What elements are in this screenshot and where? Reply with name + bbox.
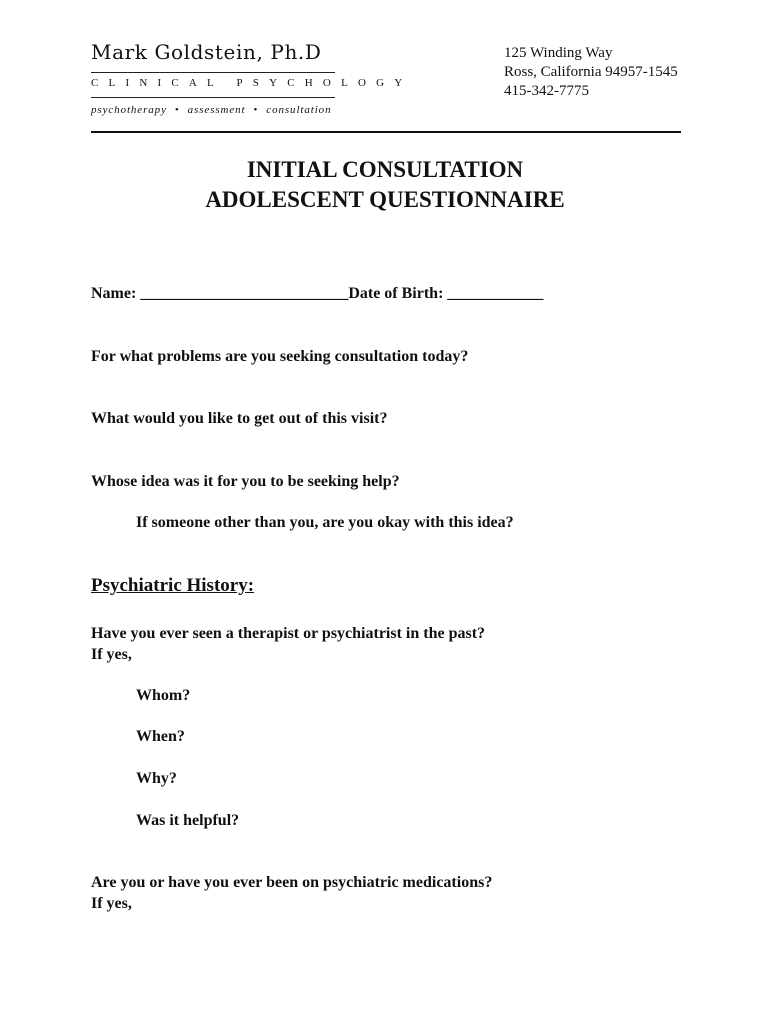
bullet-icon: • (253, 104, 259, 116)
question-whom: Whom? (136, 687, 191, 704)
service-consultation: consultation (266, 104, 332, 116)
practitioner-name: Mark Goldstein, Ph.D (91, 40, 322, 64)
title-line-2: ADOLESCENT QUESTIONNAIRE (205, 187, 565, 212)
practice-subtitle: CLINICAL PSYCHOLOGY (91, 77, 413, 89)
address-block (504, 44, 678, 101)
services-line (91, 103, 336, 117)
question-visit-goal: What would you like to get out of this visit? (91, 410, 388, 427)
question-whose-idea: Whose idea was it for you to be seeking help? (91, 473, 400, 490)
address-street: 125 Winding Way (504, 45, 613, 61)
section-heading-psychiatric-history: Psychiatric History: (91, 575, 255, 596)
letterhead-divider (91, 72, 335, 73)
header-divider (91, 131, 681, 133)
question-okay-with-idea: If someone other than you, are you okay with this idea? (136, 514, 514, 531)
name-dob-field[interactable]: Name: __________________________Date of Birth: ____________ (91, 285, 544, 302)
service-assessment: assessment (187, 104, 246, 116)
question-why: Why? (136, 770, 177, 787)
question-when: When? (136, 728, 185, 745)
page-title (0, 155, 770, 215)
title-line-1: INITIAL CONSULTATION (246, 157, 524, 182)
if-yes-label: If yes, (91, 646, 132, 663)
question-therapist-past: Have you ever seen a therapist or psychiatrist in the past? (91, 625, 486, 642)
letterhead-divider (91, 97, 335, 98)
question-helpful: Was it helpful? (136, 812, 240, 829)
bullet-icon: • (174, 104, 180, 116)
service-psychotherapy: psychotherapy (91, 104, 167, 116)
question-problems: For what problems are you seeking consultation today? (91, 348, 469, 365)
if-yes-label: If yes, (91, 895, 132, 912)
address-city: Ross, California 94957-1545 (504, 64, 678, 80)
address-phone: 415-342-7775 (504, 83, 589, 99)
question-medications: Are you or have you ever been on psychiatric medications? (91, 874, 493, 891)
letterhead (91, 40, 413, 117)
